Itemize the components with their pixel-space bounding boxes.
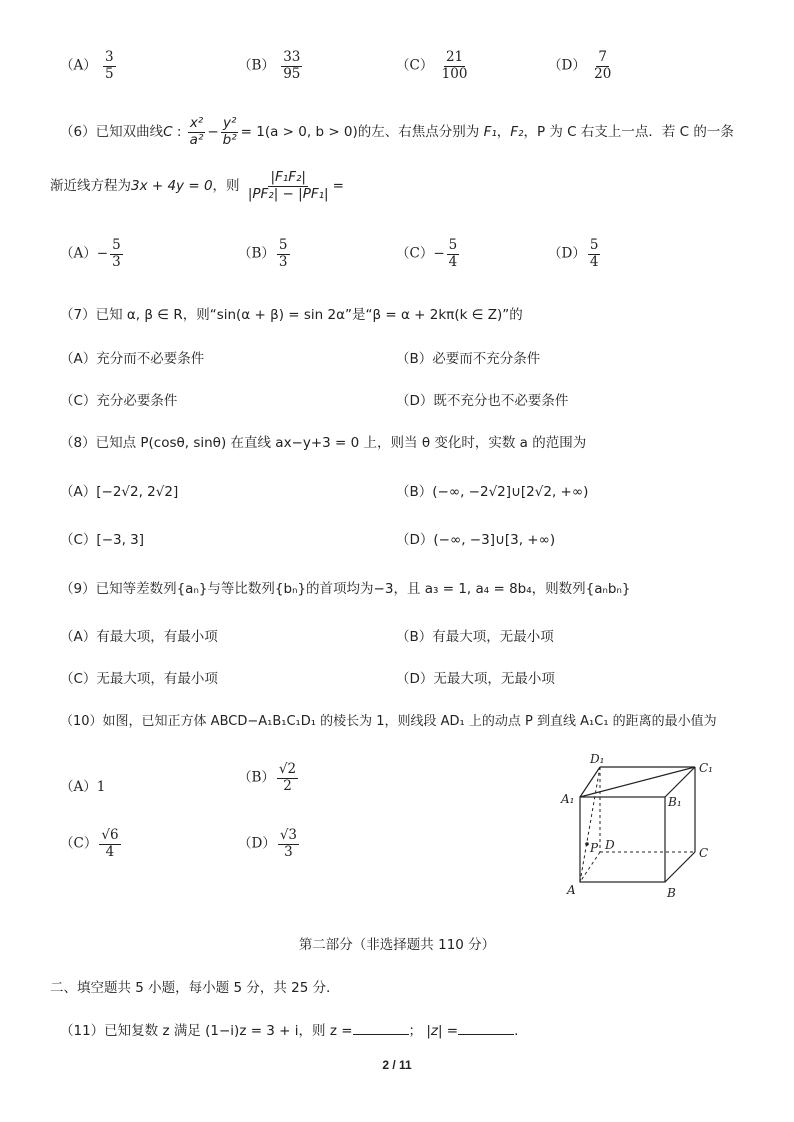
q10-option-c: （C） $\frac{√6}{4}$: [60, 827, 119, 860]
q7-option-d: （D）既不充分也不必要条件: [396, 393, 569, 409]
q7-option-a: （A）充分而不必要条件: [60, 351, 205, 367]
q8-option-c: （C）[−3, 3]: [60, 532, 145, 548]
diagonal-a-d1: [580, 767, 600, 882]
q5-option-b: （B） $\frac{33}{95}$: [238, 49, 301, 82]
q8-option-a: （A）[−2√2, 2√2]: [60, 484, 179, 500]
q7-option-c: （C）充分必要条件: [60, 393, 178, 409]
q10-option-a: （A）1: [60, 779, 106, 795]
q8-option-b: （B）(−∞, −2√2]∪[2√2, +∞): [396, 484, 589, 500]
point-p: [585, 842, 589, 846]
label-d: D: [605, 838, 615, 852]
label-p: P: [590, 841, 599, 855]
answer-blank-z[interactable]: [353, 1022, 409, 1035]
q6-option-c: （C）− $\frac{5}{4}$: [396, 237, 458, 270]
q5-option-c: （C） $\frac{21}{100}$: [396, 49, 468, 82]
q6-line-2: 渐近线方程为3x + 4y = 0，则 $\frac{\text{|F₁F₂|}}{\text{|PF₂| − |PF₁|}}$ =: [50, 169, 344, 202]
q5-option-a: （A） $\frac{3}{5}$: [60, 49, 114, 82]
q8-option-d: （D）(−∞, −3]∪[3, +∞): [396, 532, 556, 548]
label-a: A: [567, 883, 576, 897]
q10-question: （10）如图，已知正方体 ABCD−A₁B₁C₁D₁ 的棱长为 1，则线段 AD₁ 上的动点 P 到直线 A₁C₁ 的距离的最小值为: [60, 714, 717, 729]
q9-option-a: （A）有最大项，有最小项: [60, 629, 218, 645]
q9-option-b: （B）有最大项，无最小项: [396, 629, 554, 645]
edge-d-a: [580, 852, 600, 882]
answer-blank-abs-z[interactable]: [458, 1022, 514, 1035]
section-intro: 二、填空题共 5 小题，每小题 5 分，共 25 分．: [50, 980, 340, 996]
q6-option-a: （A）− $\frac{5}{3}$: [60, 237, 121, 270]
q9-option-d: （D）无最大项，无最小项: [396, 671, 555, 687]
cube-figure: [555, 752, 725, 902]
q5-option-d: （D） $\frac{7}{20}$: [548, 49, 612, 82]
label-d1: D₁: [590, 752, 605, 766]
q8-question: （8）已知点 P(cosθ, sinθ) 在直线 ax−y+3 = 0 上，则当 θ 变化时，实数 a 的范围为: [60, 435, 587, 451]
q9-question: （9）已知等差数列{aₙ}与等比数列{bₙ}的首项均为−3，且 a₃ = 1, a₄ = 8b₄，则数列{aₙbₙ}: [60, 581, 631, 597]
label-a1: A₁: [561, 792, 575, 806]
section-title: 第二部分（非选择题共 110 分）: [298, 937, 496, 953]
q6-option-d: （D） $\frac{5}{4}$: [548, 237, 599, 270]
q6-line-1: （6）已知双曲线C : $\frac{\text{x²}}{\text{a²}}$ − $\frac{\text{y²}}{\text{b²}}$ = 1(a > 0, b > 0)的左、右焦点分别为 F₁，F₂，P 为 C 右支上一点．若 C 的一条: [60, 115, 734, 148]
q7-question: （7）已知 α, β ∈ R，则“sin(α + β) = sin 2α”是“β = α + 2kπ(k ∈ Z)”的: [60, 307, 523, 323]
q10-option-d: （D） $\frac{√3}{3}$: [238, 827, 298, 860]
q6-option-b: （B） $\frac{5}{3}$: [238, 237, 288, 270]
q7-option-b: （B）必要而不充分条件: [396, 351, 541, 367]
label-c: C: [699, 846, 709, 860]
edge-b-c: [665, 852, 695, 882]
label-c1: C₁: [699, 761, 713, 775]
q9-option-c: （C）无最大项，有最小项: [60, 671, 218, 687]
page-number: 2 / 11: [382, 1058, 412, 1072]
label-b: B: [667, 886, 676, 900]
q10-option-b: （B） $\frac{√2}{2}$: [238, 761, 297, 794]
label-b1: B₁: [668, 795, 682, 809]
q11-question: （11）已知复数 z 满足 (1−i)z = 3 + i，则 z = ； |z| = .: [60, 1023, 519, 1039]
